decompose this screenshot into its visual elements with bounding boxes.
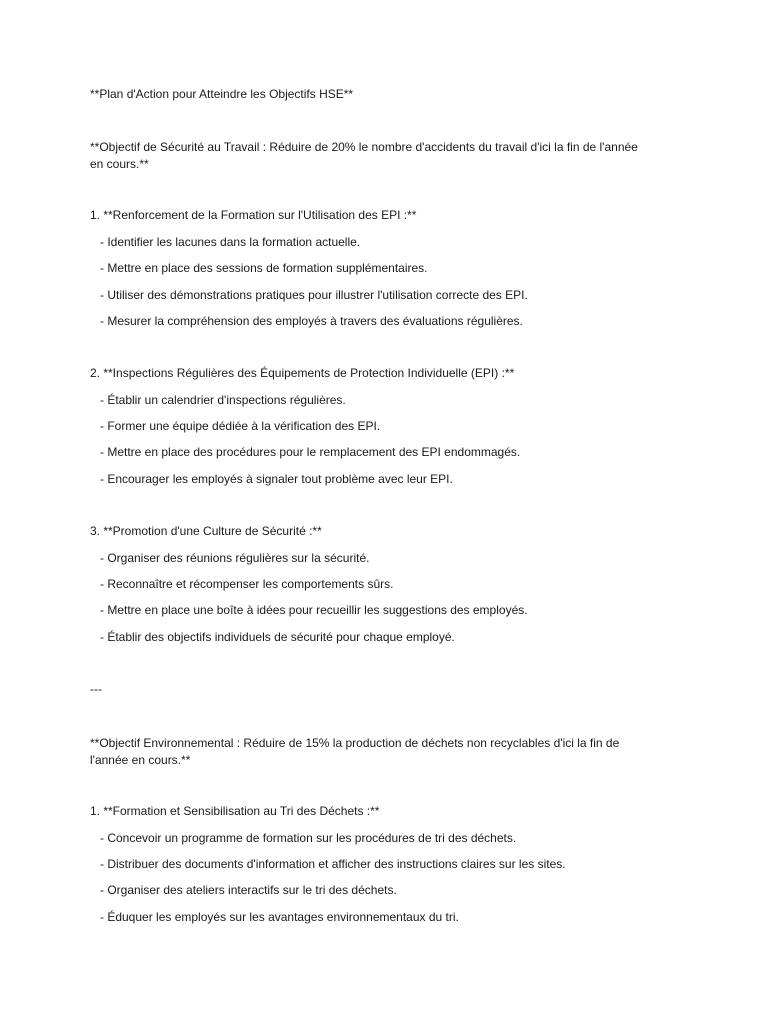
list-item: - Encourager les employés à signaler tout problème avec leur EPI. xyxy=(100,472,453,486)
list-item: - Organiser des réunions régulières sur la sécurité. xyxy=(100,551,370,565)
list-item: - Mettre en place des procédures pour le remplacement des EPI endommagés. xyxy=(100,445,521,459)
list-item: - Concevoir un programme de formation sur les procédures de tri des déchets. xyxy=(100,831,517,845)
document-title: **Plan d'Action pour Atteindre les Objectifs HSE** xyxy=(90,87,354,101)
objective-safety: **Objectif de Sécurité au Travail : Réduire de 20% le nombre d'accidents du travail d'ici la fin de l'année en cours.** xyxy=(90,140,638,171)
list-item: - Organiser des ateliers interactifs sur le tri des déchets. xyxy=(100,883,397,897)
list-item: - Utiliser des démonstrations pratiques pour illustrer l'utilisation correcte des EPI. xyxy=(100,288,528,302)
list-item: - Identifier les lacunes dans la formation actuelle. xyxy=(100,235,361,249)
list-item: - Mesurer la compréhension des employés à travers des évaluations régulières. xyxy=(100,314,523,328)
section-heading-epi-inspections: 2. **Inspections Régulières des Équipements de Protection Individuelle (EPI) :** xyxy=(90,366,515,380)
list-item: - Établir un calendrier d'inspections régulières. xyxy=(100,393,346,407)
list-item: - Éduquer les employés sur les avantages environnementaux du tri. xyxy=(100,910,459,924)
list-item: - Mettre en place des sessions de formation supplémentaires. xyxy=(100,261,428,275)
list-item: - Reconnaître et récompenser les comportements sûrs. xyxy=(100,577,394,591)
list-item: - Mettre en place une boîte à idées pour recueillir les suggestions des employés. xyxy=(100,603,528,617)
separator: --- xyxy=(90,682,102,696)
section-heading-waste-sorting: 1. **Formation et Sensibilisation au Tri des Déchets :** xyxy=(90,804,380,818)
section-heading-safety-culture: 3. **Promotion d'une Culture de Sécurité :** xyxy=(90,524,322,538)
objective-environment: **Objectif Environnemental : Réduire de 15% la production de déchets non recyclables d'ici la fin de l'année en cours.** xyxy=(90,736,620,767)
section-heading-epi-training: 1. **Renforcement de la Formation sur l'Utilisation des EPI :** xyxy=(90,208,417,222)
list-item: - Former une équipe dédiée à la vérification des EPI. xyxy=(100,419,381,433)
list-item: - Distribuer des documents d'information et afficher des instructions claires sur les sites. xyxy=(100,857,566,871)
list-item: - Établir des objectifs individuels de sécurité pour chaque employé. xyxy=(100,630,455,644)
